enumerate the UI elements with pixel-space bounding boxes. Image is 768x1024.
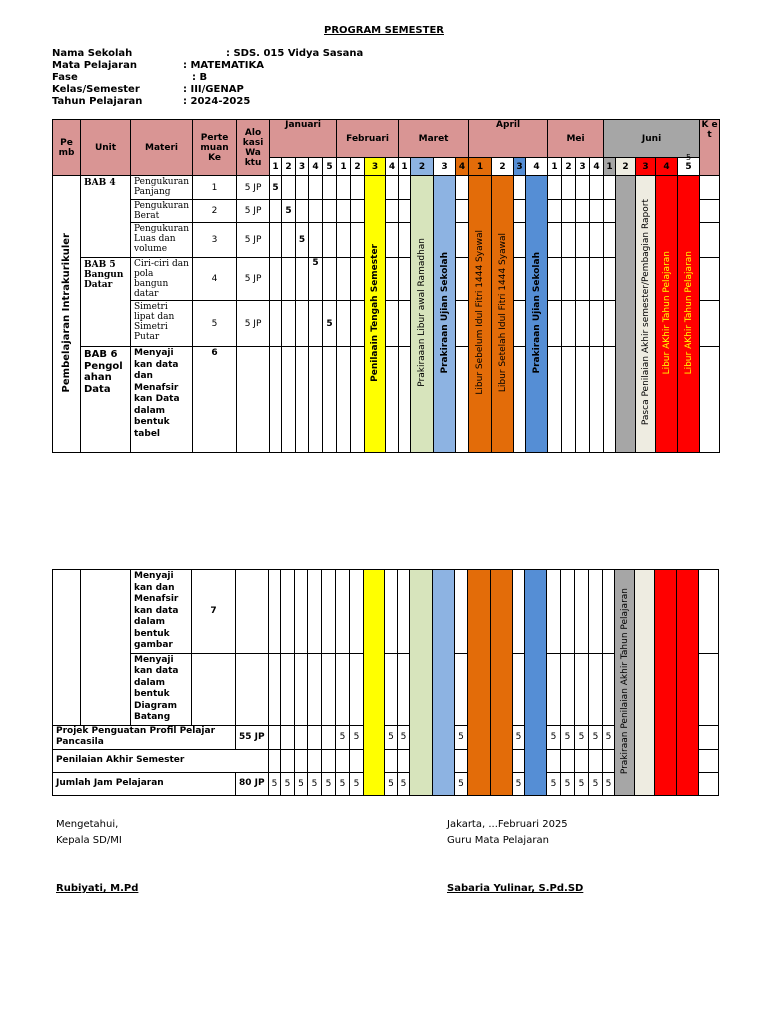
materi-cell: Pengukuran Berat [131, 200, 193, 223]
week-number: 2 [282, 158, 296, 176]
month-juni: Juni [604, 120, 700, 158]
class-row [52, 84, 244, 95]
week-number: 1 [270, 158, 282, 176]
alokasi-cell: 5 JP [237, 258, 270, 301]
week-mark: 5 [270, 176, 282, 200]
week-number: 3 [514, 158, 526, 176]
sign-right-line2: Guru Mata Pelajaran [447, 835, 549, 846]
phase-label: Fase [52, 72, 78, 83]
year-label: Tahun Pelajaran [52, 96, 143, 107]
materi-cell: Menyaji kan data dan Menafsir kan Data dalam bentuk tabel [131, 347, 193, 453]
libur-sebelum-label: Libur Sebelum Idul Fitri 1444 Syawal [475, 230, 486, 395]
materi-cell: Pengukuran Luas dan volume [131, 223, 193, 258]
juni-top-mark: 5 [686, 153, 692, 162]
ujian-sekolah-maret-label: Prakiraan Ujian Sekolah [439, 251, 450, 374]
jp-cell: 5 [385, 772, 398, 795]
week-mark: 5 [296, 223, 309, 258]
jp-cell: 5 [385, 725, 398, 749]
subject-row [52, 60, 264, 71]
school-name-row [52, 48, 364, 59]
school-name-value: : SDS. 015 Vidya Sasana [226, 48, 364, 59]
week-number: 4 [526, 158, 548, 176]
week-number: 1 [469, 158, 492, 176]
materi-cell: Pengukuran Panjang [131, 176, 193, 200]
year-row [52, 96, 251, 107]
juni-week2-column [616, 176, 636, 453]
libur-setelah-label: Libur Setelah Idul Fitri 1444 Syawal [497, 232, 508, 393]
category-cell [53, 176, 81, 453]
year-value: : 2024-2025 [183, 96, 251, 107]
prakiraan-pat-column [615, 570, 635, 796]
week-number: 4 [656, 158, 678, 176]
header-alokasi: Alo kasi Wa ktu [237, 120, 270, 176]
projek-label: Projek Penguatan Profil Pelajar Pancasila [53, 725, 236, 749]
jp-cell: 5 [575, 725, 589, 749]
month-januari: Januari [270, 120, 337, 158]
month-februari: Februari [337, 120, 399, 158]
week-mark: 5 [309, 258, 323, 301]
libur-ramadhan-label: Prakiraaan Libur awal Ramadhan [417, 238, 428, 387]
libur-akhir-1-column [656, 176, 678, 453]
pasca-pat-column [635, 570, 655, 796]
jp-cell: 5 [547, 772, 561, 795]
libur-sebelum-column [469, 176, 492, 453]
pertemuan-cell: 5 [193, 301, 237, 347]
week-number: 1 [548, 158, 562, 176]
week-number: 1 [337, 158, 351, 176]
jp-cell: 5 [547, 725, 561, 749]
school-name-label: Nama Sekolah [52, 48, 133, 59]
jp-cell: 5 [398, 772, 410, 795]
jp-cell: 5 [603, 772, 615, 795]
ujian-sekolah-april-column [525, 570, 547, 796]
jp-cell: 5 [350, 772, 364, 795]
week-number: 2 [492, 158, 514, 176]
jp-cell: 5 [513, 725, 525, 749]
libur-setelah-column [491, 570, 513, 796]
month-april: April [469, 120, 548, 158]
month-mei: Mei [548, 120, 604, 158]
ujian-sekolah-maret-column [434, 176, 456, 453]
header-unit: Unit [81, 120, 131, 176]
materi-cell: Simetri lipat dan Simetri Putar [131, 301, 193, 347]
jumlah-alokasi: 80 JP [236, 772, 269, 795]
header-materi: Materi [131, 120, 193, 176]
projek-alokasi: 55 JP [236, 725, 269, 749]
jp-cell: 5 [336, 725, 350, 749]
jp-cell: 5 [575, 772, 589, 795]
unit-bab4: BAB 4 [81, 176, 131, 258]
jp-cell: 5 [308, 772, 322, 795]
libur-akhir-2-label: Libur AKhir Tahun Pelajaran [683, 250, 694, 375]
pts-label: Penilaain Tengah Semester [370, 243, 381, 382]
month-maret: Maret [399, 120, 469, 158]
week-number: 5 [323, 158, 337, 176]
week-number: 5 [678, 158, 700, 176]
pertemuan-cell: 7 [192, 570, 236, 654]
header-pemb: Pe mb [53, 120, 81, 176]
unit-bab6: BAB 6 Pengol ahan Data [81, 347, 131, 453]
jp-cell: 5 [281, 772, 295, 795]
week-number: 3 [296, 158, 309, 176]
pertemuan-cell: 3 [193, 223, 237, 258]
ujian-sekolah-maret-column [433, 570, 455, 796]
week-number: 4 [590, 158, 604, 176]
jp-cell: 5 [455, 725, 468, 749]
jumlah-label: Jumlah Jam Pelajaran [53, 772, 236, 795]
week-mark: 5 [282, 200, 296, 223]
subject-value: : MATEMATIKA [183, 60, 264, 71]
libur-ramadhan-column [411, 176, 434, 453]
week-number: 2 [351, 158, 365, 176]
week-number: 3 [576, 158, 590, 176]
category-label: Pembelajaran Intrakurikuler [61, 232, 72, 393]
pertemuan-cell: 4 [193, 258, 237, 301]
jp-cell: 5 [589, 772, 603, 795]
sign-left-line1: Mengetahui, [56, 819, 119, 830]
class-label: Kelas/Semester [52, 84, 140, 95]
week-number: 4 [456, 158, 469, 176]
week-number: 2 [616, 158, 636, 176]
jp-cell: 5 [561, 772, 575, 795]
week-number: 3 [434, 158, 456, 176]
pts-column [365, 176, 386, 453]
jp-cell: 5 [336, 772, 350, 795]
phase-value: : B [192, 72, 208, 83]
phase-row [52, 72, 208, 83]
jp-cell: 5 [398, 725, 410, 749]
pertemuan-cell: 2 [193, 200, 237, 223]
week-number: 1 [399, 158, 411, 176]
week-mark: 5 [323, 301, 337, 347]
subject-label: Mata Pelajaran [52, 60, 137, 71]
week-number: 4 [309, 158, 323, 176]
jp-cell: 5 [589, 725, 603, 749]
week-number: 2 [411, 158, 434, 176]
jp-cell: 5 [322, 772, 336, 795]
libur-setelah-column [492, 176, 514, 453]
headmaster-name: Rubiyati, M.Pd [56, 883, 139, 894]
semester-program-table-continued [52, 569, 719, 796]
jp-cell: 5 [561, 725, 575, 749]
sign-right-line1: Jakarta, ...Februari 2025 [447, 819, 568, 830]
pertemuan-cell: 6 [193, 347, 237, 453]
jp-cell: 5 [455, 772, 468, 795]
sign-left-line2: Kepala SD/MI [56, 835, 122, 846]
pasca-pat-column [636, 176, 656, 453]
jp-cell: 5 [350, 725, 364, 749]
week-number: 2 [562, 158, 576, 176]
alokasi-cell: 5 JP [237, 176, 270, 200]
pts-column [364, 570, 385, 796]
libur-akhir-1-label: Libur AKhir Tahun Pelajaran [661, 250, 672, 375]
ujian-sekolah-april-column [526, 176, 548, 453]
week-number: 4 [386, 158, 399, 176]
materi-cell: Ciri-ciri dan pola bangun datar [131, 258, 193, 301]
libur-akhir-2-column [677, 570, 699, 796]
libur-sebelum-column [468, 570, 491, 796]
semester-program-table [52, 119, 720, 453]
jp-cell: 5 [603, 725, 615, 749]
pas-label: Penilaian Akhir Semester [53, 749, 269, 772]
prakiraan-pat-label: Prakiraan Penilaian Akhir Tahun Pelajaran [619, 587, 630, 774]
week-number: 3 [365, 158, 386, 176]
alokasi-cell: 5 JP [237, 200, 270, 223]
alokasi-cell: 5 JP [237, 301, 270, 347]
jp-cell: 5 [295, 772, 308, 795]
libur-ramadhan-column [410, 570, 433, 796]
jp-cell: 5 [513, 772, 525, 795]
pertemuan-cell: 1 [193, 176, 237, 200]
document-title: PROGRAM SEMESTER [324, 25, 444, 36]
pasca-pat-label: Pasca Penilaian Akhir semester/Pembagian Raport [640, 199, 651, 426]
week-number: 3 [636, 158, 656, 176]
libur-akhir-1-column [655, 570, 677, 796]
libur-akhir-2-column [678, 176, 700, 453]
week-number: 1 [604, 158, 616, 176]
teacher-name: Sabaria Yulinar, S.Pd.SD [447, 883, 584, 894]
jp-cell: 5 [269, 772, 281, 795]
materi-cell: Menyaji kan dan Menafsir kan data dalam bentuk gambar [131, 570, 192, 654]
header-ket: K e t [700, 120, 720, 176]
materi-cell: Menyaji kan data dalam bentuk Diagram Batang [131, 653, 192, 725]
alokasi-cell: 5 JP [237, 223, 270, 258]
header-pertemuan: Perte muan Ke [193, 120, 237, 176]
ujian-sekolah-april-label: Prakiraan Ujian Sekolah [531, 251, 542, 374]
unit-bab5: BAB 5 Bangun Datar [81, 258, 131, 347]
class-value: : III/GENAP [183, 84, 244, 95]
